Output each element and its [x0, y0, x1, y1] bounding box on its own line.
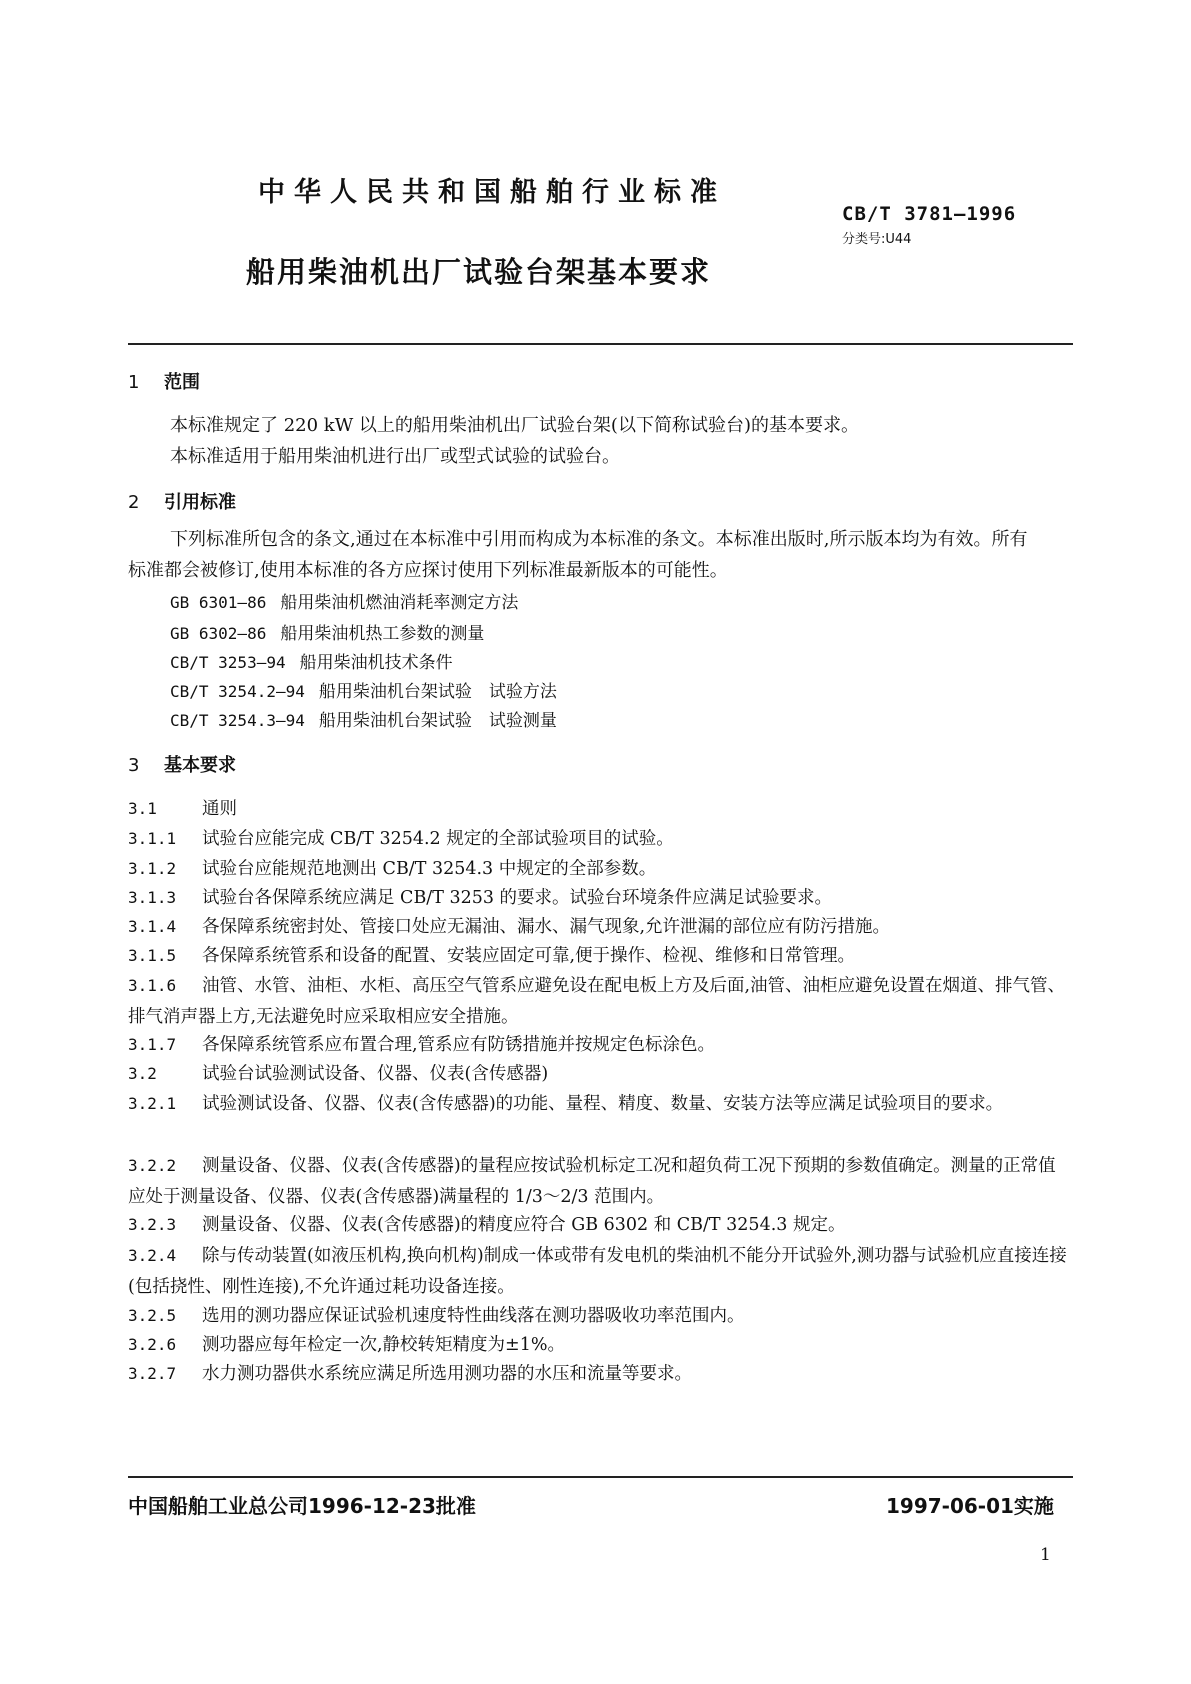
section-1-heading [128, 368, 200, 394]
clause-text: 各保障系统管系和设备的配置、安装应固定可靠,便于操作、检视、维修和日常管理。 [202, 946, 856, 966]
clause-number: 3.1.7 [128, 1035, 177, 1054]
reference-code: GB 6301—86 [170, 593, 267, 612]
clause [128, 825, 674, 850]
clause-number: 3.1.1 [128, 829, 177, 848]
clause-number: 3.1.4 [128, 917, 177, 936]
clause-text: 除与传动装置(如液压机构,换向机构)制成一体或带有发电机的柴油机不能分开试验外,测功器与试验机应直接连接(包括挠性、刚性连接),不允许通过耗功设备连接。 [128, 1246, 1067, 1297]
reference-item [170, 648, 453, 673]
reference-title: 船用柴油机燃油消耗率测定方法 [280, 593, 519, 613]
clause-number: 3.2.7 [128, 1364, 177, 1383]
header-organization: 中华人民共和国船舶行业标准 [258, 177, 726, 208]
clause [128, 1331, 565, 1356]
clause-text: 各保障系统管系应布置合理,管系应有防锈措施并按规定色标涂色。 [202, 1035, 716, 1055]
section-number: 2 [128, 492, 140, 513]
paragraph: 下列标准所包含的条文,通过在本标准中引用而构成为本标准的条文。本标准出版时,所示版本均为有效。所有标准都会被修订,使用本标准的各方应探讨使用下列标准最新版本的可能性。 [128, 529, 1028, 581]
clause-number: 3.1.2 [128, 859, 177, 878]
clause-text: 油管、水管、油柜、水柜、高压空气管系应避免设在配电板上方及后面,油管、油柜应避免设置在烟道、排气管、排气消声器上方,无法避免时应采取相应安全措施。 [128, 976, 1066, 1027]
reference-item [170, 706, 557, 731]
reference-title: 船用柴油机台架试验 试验测量 [318, 711, 557, 731]
classification-code: 分类号:U44 [842, 232, 912, 247]
clause-number: 3.1 [128, 799, 157, 818]
clause-number: 3.2.5 [128, 1306, 177, 1325]
header-divider [128, 343, 1073, 345]
clause [128, 942, 855, 967]
reference-item [170, 619, 484, 644]
clause [128, 884, 832, 909]
clause-text: 测量设备、仪器、仪表(含传感器)的量程应按试验机标定工况和超负荷工况下预期的参数值确定。测量的正常值应处于测量设备、仪器、仪表(含传感器)满量程的 1/3～2/3 范围内。 [128, 1156, 1056, 1207]
clause-number: 3.1.6 [128, 976, 177, 995]
clause-number: 3.1.5 [128, 946, 177, 965]
reference-code: CB/T 3253—94 [170, 653, 286, 672]
clause [128, 1360, 692, 1385]
clause [128, 855, 656, 880]
clause [128, 1211, 845, 1236]
clause-number: 3.2 [128, 1064, 157, 1083]
section-3-heading [128, 751, 236, 777]
paragraph: 本标准适用于船用柴油机进行出厂或型式试验的试验台。 [170, 446, 620, 467]
section-number: 3 [128, 755, 140, 776]
reference-title: 船用柴油机技术条件 [299, 653, 453, 673]
clause-text: 试验台试验测试设备、仪器、仪表(含传感器) [202, 1064, 549, 1084]
page-number: 1 [1040, 1545, 1051, 1565]
clause-text: 各保障系统密封处、管接口处应无漏油、漏水、漏气现象,允许泄漏的部位应有防污措施。 [202, 917, 891, 937]
clause-number: 3.2.6 [128, 1335, 177, 1354]
section-title: 范围 [164, 372, 200, 393]
clause [128, 1150, 1073, 1213]
section-title: 引用标准 [164, 492, 236, 513]
clause [128, 913, 890, 938]
clause-text: 选用的测功器应保证试验机速度特性曲线落在测功器吸收功率范围内。 [202, 1306, 745, 1326]
clause [128, 970, 1073, 1033]
clause [128, 795, 237, 820]
reference-title: 船用柴油机热工参数的测量 [280, 624, 485, 644]
section-title: 基本要求 [164, 755, 236, 776]
paragraph: 本标准规定了 220 kW 以上的船用柴油机出厂试验台架(以下简称试验台)的基本要求。 [170, 415, 859, 436]
clause-text: 水力测功器供水系统应满足所选用测功器的水压和流量等要求。 [202, 1364, 692, 1384]
section-2-heading [128, 488, 236, 514]
reference-code: GB 6302—86 [170, 624, 267, 643]
reference-item [170, 588, 518, 613]
clause [128, 1031, 715, 1056]
section-number: 1 [128, 372, 140, 393]
implementation-date: 1997-06-01实施 [886, 1494, 1054, 1518]
reference-code: CB/T 3254.2—94 [170, 682, 305, 701]
clause-text: 测量设备、仪器、仪表(含传感器)的精度应符合 GB 6302 和 CB/T 3254.3 规定。 [202, 1215, 846, 1235]
clause-number: 3.2.4 [128, 1246, 177, 1265]
clause-text: 试验测试设备、仪器、仪表(含传感器)的功能、量程、精度、数量、安装方法等应满足试验项目的要求。 [202, 1094, 1004, 1114]
clause-number: 3.2.3 [128, 1215, 177, 1234]
clause-text: 测功器应每年检定一次,静校转矩精度为±1%。 [202, 1335, 565, 1355]
clause-number: 3.2.2 [128, 1156, 177, 1175]
clause-text: 试验台应能规范地测出 CB/T 3254.3 中规定的全部参数。 [202, 859, 657, 879]
footer-divider [128, 1476, 1073, 1478]
clause-text: 试验台各保障系统应满足 CB/T 3253 的要求。试验台环境条件应满足试验要求。 [202, 888, 833, 908]
document-title: 船用柴油机出厂试验台架基本要求 [246, 255, 712, 289]
clause-number: 3.1.3 [128, 888, 177, 907]
clause-text: 试验台应能完成 CB/T 3254.2 规定的全部试验项目的试验。 [202, 829, 674, 849]
clause [128, 1088, 1073, 1120]
reference-code: CB/T 3254.3—94 [170, 711, 305, 730]
clause-number: 3.2.1 [128, 1094, 177, 1113]
reference-title: 船用柴油机台架试验 试验方法 [318, 682, 557, 702]
reference-item [170, 677, 557, 702]
clause [128, 1060, 548, 1085]
approval-line: 中国船舶工业总公司1996-12-23批准 [128, 1494, 476, 1518]
clause-text: 通则 [202, 799, 237, 819]
standard-number: CB/T 3781—1996 [842, 203, 1017, 225]
clause [128, 1240, 1073, 1303]
clause [128, 1302, 745, 1327]
